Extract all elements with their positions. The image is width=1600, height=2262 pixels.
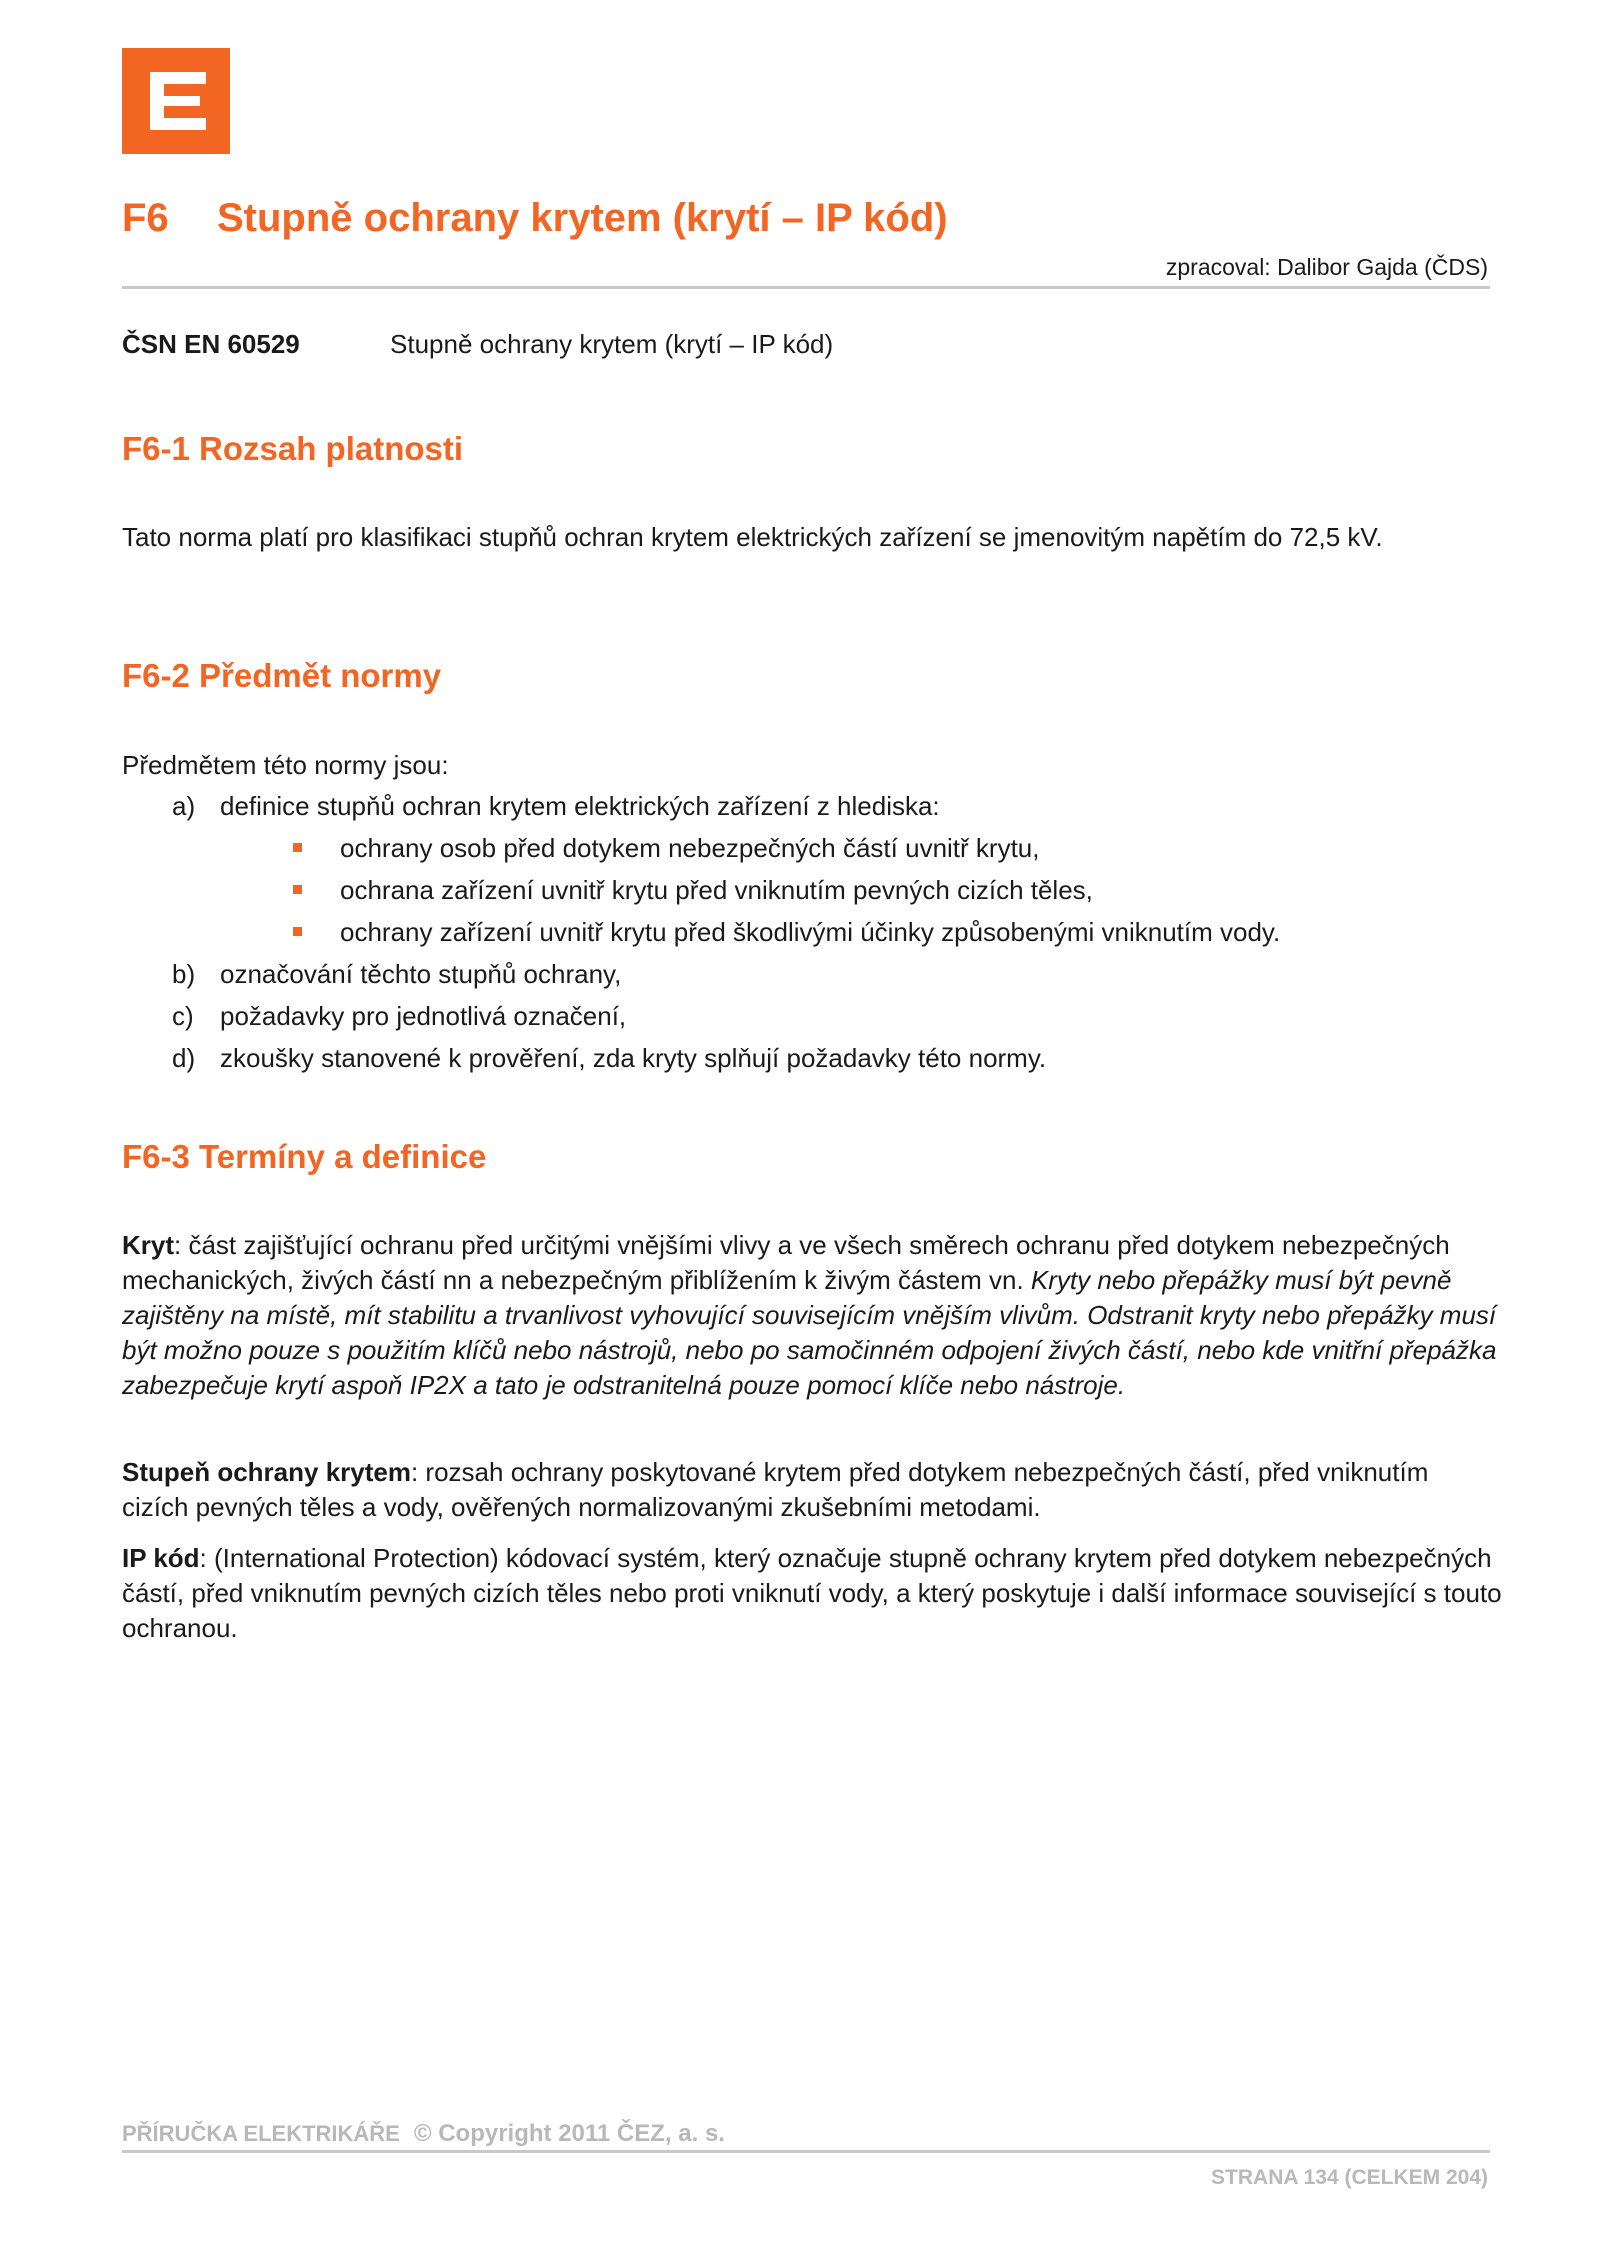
definition-ip-code bbox=[122, 1541, 1502, 1646]
list-item-mark: b) bbox=[172, 959, 196, 989]
square-bullet-icon bbox=[293, 843, 302, 852]
bullet-item bbox=[295, 917, 1281, 948]
definition-kryt bbox=[122, 1228, 1502, 1403]
processed-by: zpracoval: Dalibor Gajda (ČDS) bbox=[1165, 254, 1488, 280]
footer-handbook bbox=[122, 2120, 725, 2148]
definition-note: Kryty nebo přepážky musí být pevně zajištěny na místě, mít stabilitu a trvanlivost vyhovující souvisejícím vnějším vlivům. Odstranit kryty nebo přepážky musí být možno pouze s použitím klíčů nebo nástrojů, nebo po samočinném odpojení živých částí, nebo kde vnitřní přepážka zabezpečuje krytí aspoň IP2X a tato je odstranitelná pouze pomocí klíče nebo nástroje. bbox=[122, 1265, 1497, 1400]
cez-logo-icon bbox=[122, 48, 230, 154]
section-heading-subject: F6-2 Předmět normy bbox=[122, 657, 442, 694]
handbook-name: PŘÍRUČKA ELEKTRIKÁŘE bbox=[122, 2121, 400, 2146]
header-divider bbox=[122, 286, 1490, 289]
definition-text: : rozsah ochrany poskytované krytem před dotykem nebezpečných částí, před vniknutím cizích pevných těles a vody, ověřených normalizovanými zkušebními metodami. bbox=[122, 1457, 1429, 1522]
square-bullet-icon bbox=[293, 927, 302, 936]
list-item-mark: c) bbox=[172, 1001, 194, 1031]
list-item-text: označování těchto stupňů ochrany, bbox=[220, 959, 622, 989]
list-item bbox=[172, 959, 621, 990]
chapter-code: F6 bbox=[122, 196, 169, 240]
page-title bbox=[122, 196, 948, 241]
list-item-mark: a) bbox=[172, 791, 196, 821]
standard-code: ČSN EN 60529 bbox=[122, 329, 300, 359]
chapter-title: Stupně ochrany krytem (krytí – IP kód) bbox=[217, 196, 948, 240]
definition-text: : (International Protection) kódovací systém, který označuje stupně ochrany krytem před dotykem nebezpečných částí, před vniknutím pevných cizích těles nebo proti vniknutí vody, a který poskytuje i další informace související s touto ochranou. bbox=[122, 1543, 1502, 1643]
bullet-item bbox=[295, 875, 1093, 906]
section-heading-terms: F6-3 Termíny a definice bbox=[122, 1138, 487, 1175]
list-item-text: definice stupňů ochran krytem elektrických zařízení z hlediska: bbox=[220, 791, 940, 821]
footer-divider bbox=[122, 2150, 1490, 2153]
definition-term: Stupeň ochrany krytem bbox=[122, 1457, 411, 1487]
definition-term: Kryt bbox=[122, 1230, 175, 1260]
bullet-item-text: ochrany zařízení uvnitř krytu před škodlivými účinky způsobenými vniknutím vody. bbox=[340, 917, 1281, 947]
square-bullet-icon bbox=[293, 885, 302, 894]
list-item-mark: d) bbox=[172, 1043, 196, 1073]
page-number: STRANA 134 (CELKEM 204) bbox=[1211, 2166, 1488, 2189]
definition-ip-degree bbox=[122, 1455, 1502, 1525]
definition-text: : část zajišťující ochranu před určitými vnějšími vlivy a ve všech směrech ochranu před dotykem nebezpečných mechanických, živých částí nn a nebezpečným přiblížením k živým částem vn. bbox=[122, 1230, 1450, 1295]
standard-name: Stupně ochrany krytem (krytí – IP kód) bbox=[390, 329, 834, 359]
subject-intro: Předmětem této normy jsou: bbox=[122, 750, 449, 780]
standard-reference bbox=[122, 329, 833, 360]
list-item bbox=[172, 791, 940, 822]
bullet-item bbox=[295, 833, 1040, 864]
list-item bbox=[172, 1001, 626, 1032]
list-item-text: požadavky pro jednotlivá označení, bbox=[220, 1001, 627, 1031]
copyright-notice: © Copyright 2011 ČEZ, a. s. bbox=[413, 2120, 725, 2147]
section-heading-scope: F6-1 Rozsah platnosti bbox=[122, 430, 464, 467]
scope-paragraph: Tato norma platí pro klasifikaci stupňů ochran krytem elektrických zařízení se jmenovitým napětím do 72,5 kV. bbox=[122, 522, 1383, 552]
list-item bbox=[172, 1043, 1046, 1074]
definition-term: IP kód bbox=[122, 1543, 200, 1573]
bullet-item-text: ochrany osob před dotykem nebezpečných částí uvnitř krytu, bbox=[340, 833, 1040, 863]
list-item-text: zkoušky stanovené k prověření, zda kryty splňují požadavky této normy. bbox=[220, 1043, 1047, 1073]
bullet-item-text: ochrana zařízení uvnitř krytu před vniknutím pevných cizích těles, bbox=[340, 875, 1093, 905]
